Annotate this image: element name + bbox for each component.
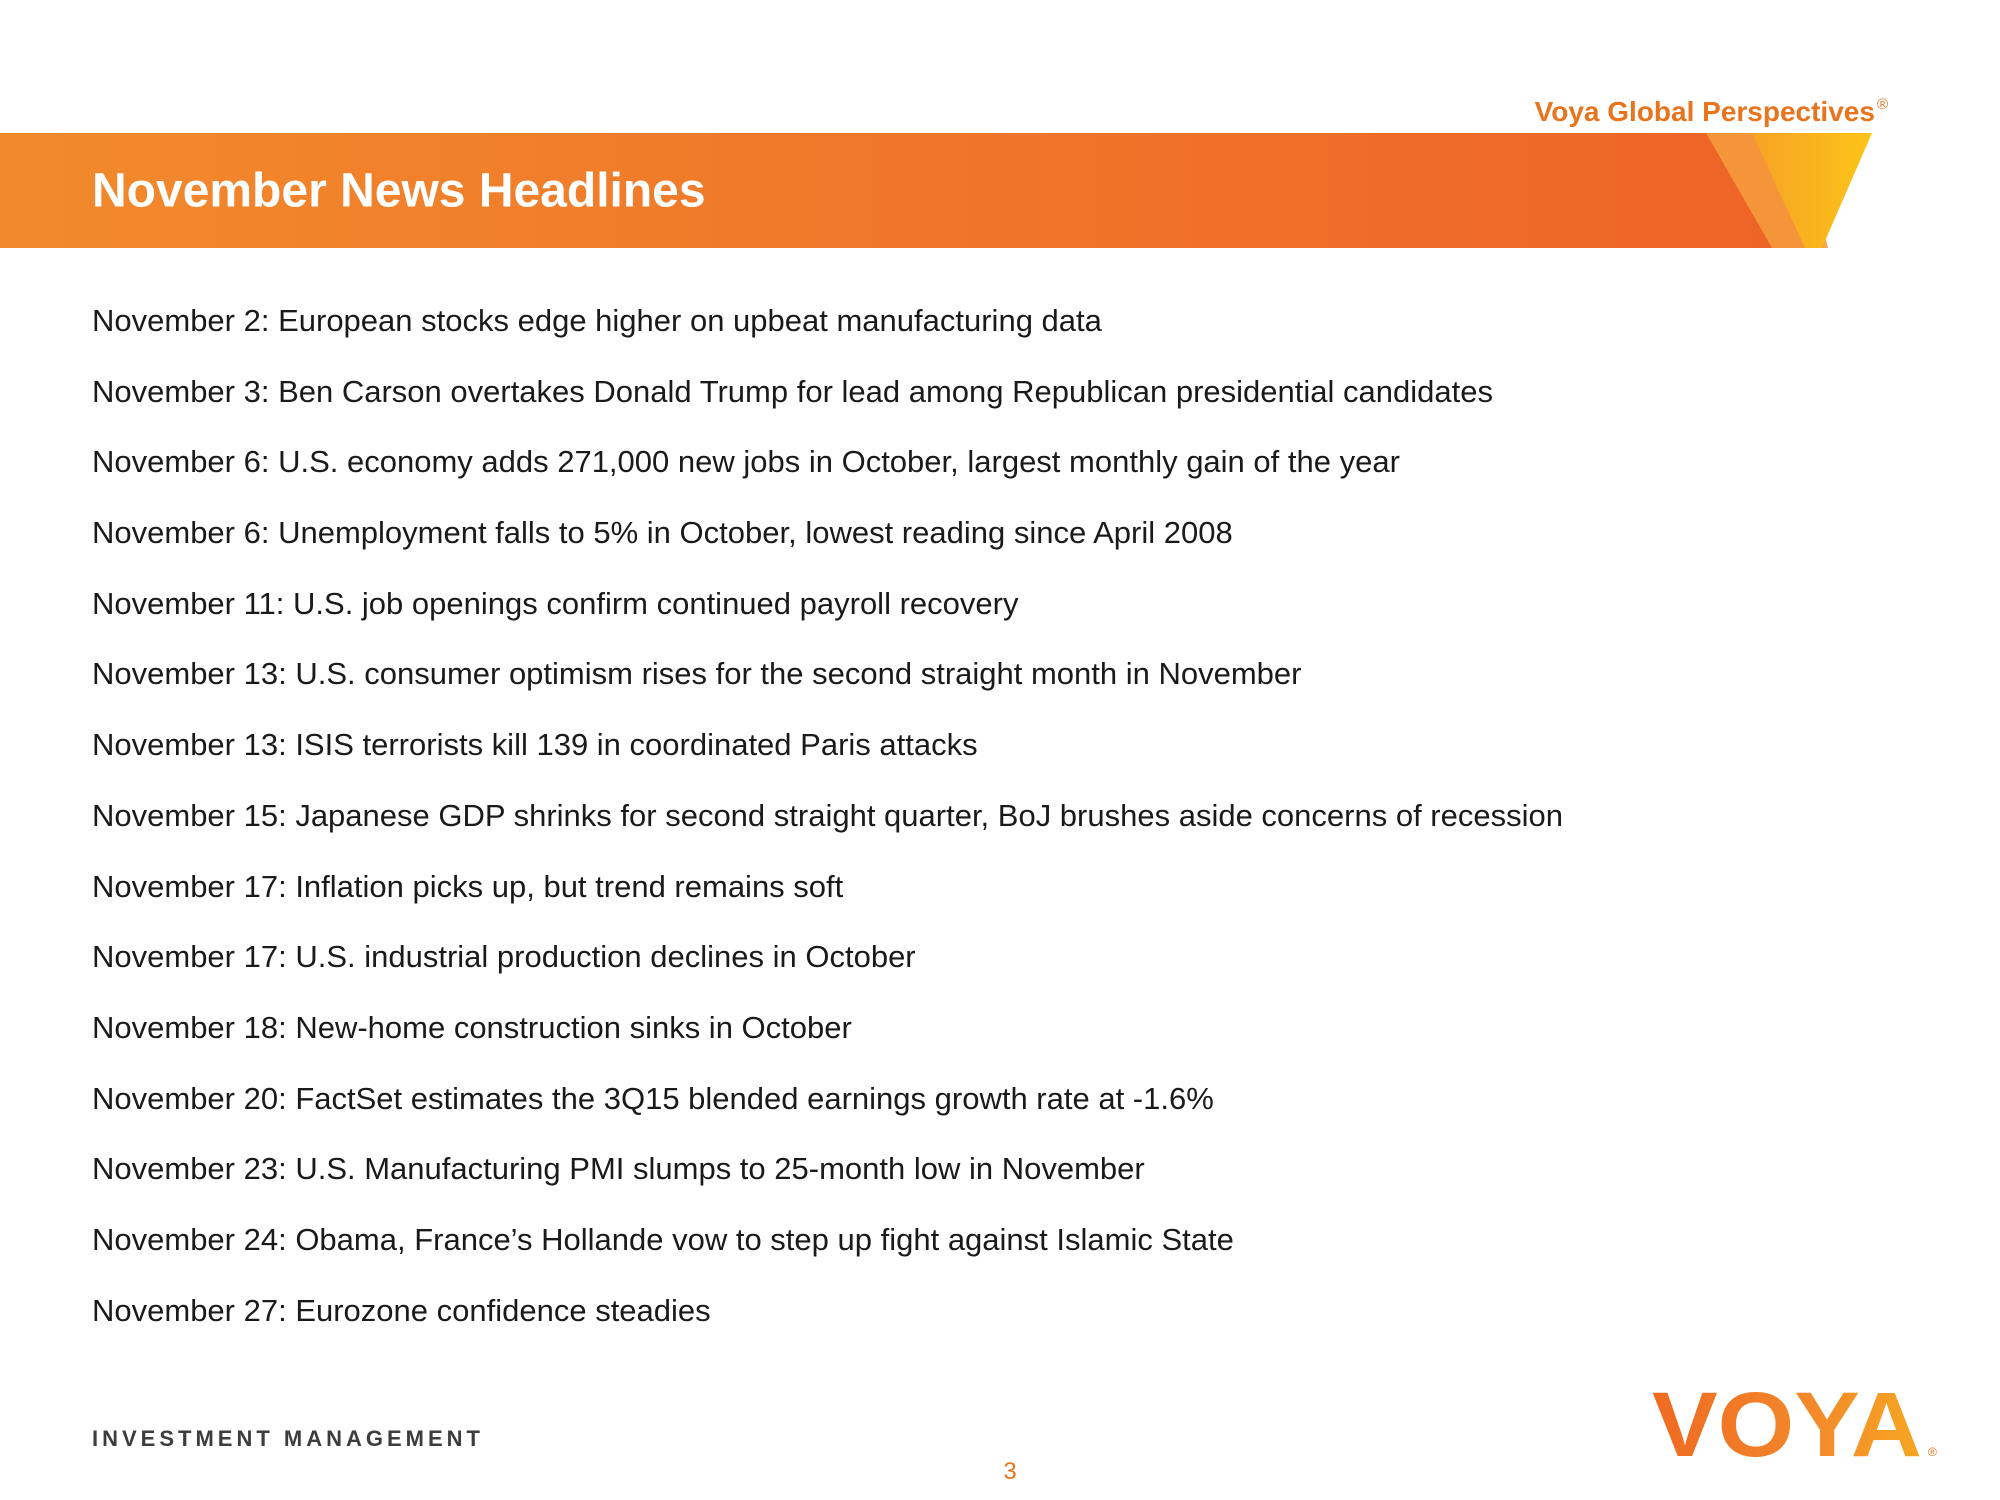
headline-item: November 17: Inflation picks up, but trend remains soft xyxy=(92,868,844,904)
page-title: November News Headlines xyxy=(92,164,706,217)
headline-item: November 18: New-home construction sinks in October xyxy=(92,1009,852,1045)
headline-item: November 23: U.S. Manufacturing PMI slumps to 25-month low in November xyxy=(92,1151,1145,1187)
brand-title xyxy=(1535,96,1888,128)
brand-registered-mark: ® xyxy=(1876,96,1888,113)
headline-item: November 27: Eurozone confidence steadies xyxy=(92,1292,711,1328)
title-banner xyxy=(0,133,1880,248)
logo-registered-mark: ® xyxy=(1928,1445,1937,1459)
voya-logo xyxy=(1650,1370,1950,1480)
headline-item: November 20: FactSet estimates the 3Q15 blended earnings growth rate at -1.6% xyxy=(92,1080,1214,1116)
headline-item: November 13: U.S. consumer optimism rises for the second straight month in November xyxy=(92,656,1302,692)
headline-item: November 17: U.S. industrial production declines in October xyxy=(92,939,916,975)
headline-item: November 24: Obama, France’s Hollande vow to step up fight against Islamic State xyxy=(92,1221,1234,1257)
headline-list xyxy=(92,298,1563,1358)
headline-item: November 15: Japanese GDP shrinks for second straight quarter, BoJ brushes aside concerns of recession xyxy=(92,797,1563,833)
logo-wordmark: VOYA xyxy=(1652,1374,1922,1476)
headline-item: November 6: U.S. economy adds 271,000 new jobs in October, largest monthly gain of the year xyxy=(92,444,1400,480)
page-number: 3 xyxy=(1003,1458,1017,1485)
headline-item: November 3: Ben Carson overtakes Donald Trump for lead among Republican presidential candidates xyxy=(92,373,1493,409)
brand-name: Voya Global Perspectives xyxy=(1534,96,1875,127)
headline-item: November 2: European stocks edge higher on upbeat manufacturing data xyxy=(92,303,1102,338)
footer-division: INVESTMENT MANAGEMENT xyxy=(92,1426,484,1451)
headline-item: November 6: Unemployment falls to 5% in October, lowest reading since April 2008 xyxy=(92,515,1233,551)
headline-item: November 13: ISIS terrorists kill 139 in coordinated Paris attacks xyxy=(92,727,978,763)
headline-item: November 11: U.S. job openings confirm continued payroll recovery xyxy=(92,585,1019,621)
